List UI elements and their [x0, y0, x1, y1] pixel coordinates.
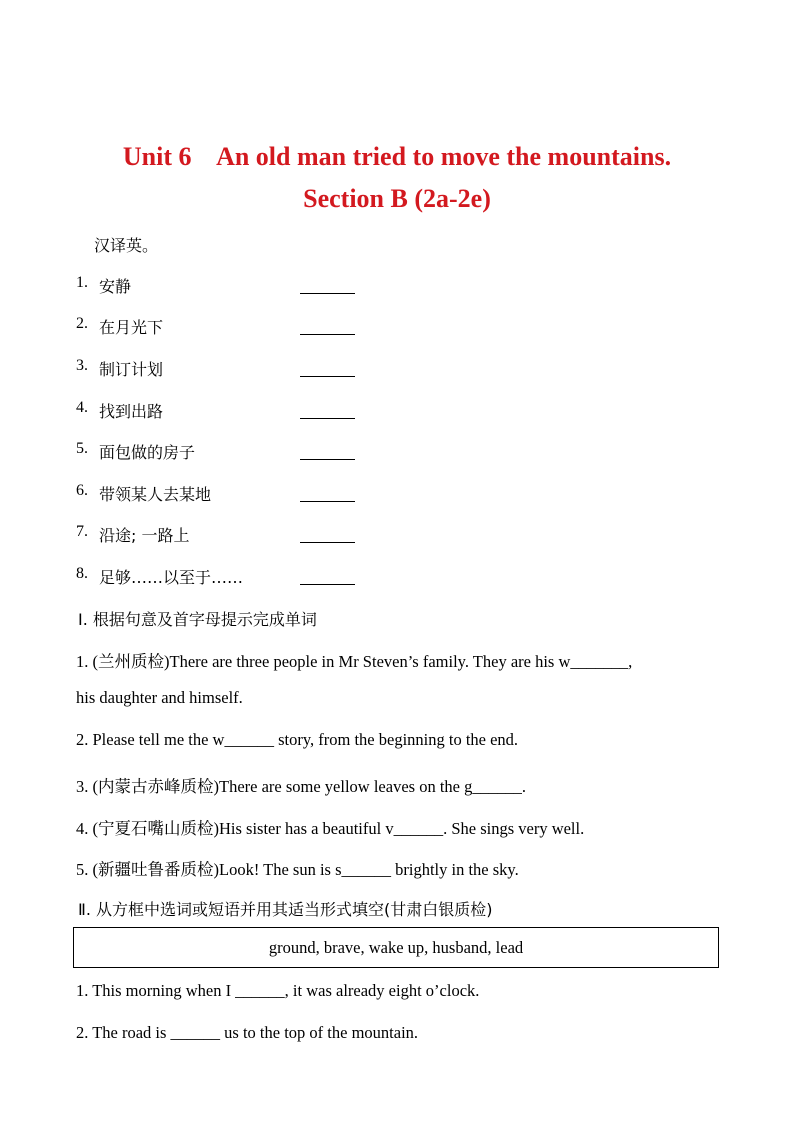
item-number: 8. [76, 565, 88, 582]
question-1-continued: his daughter and himself. [76, 688, 243, 707]
answer-blank[interactable] [300, 500, 355, 502]
item-number: 4. [76, 399, 88, 416]
item-term: 沿途; 一路上 [99, 526, 190, 545]
section-heading-1: Ⅰ. 根据句意及首字母提示完成单词 [78, 610, 317, 629]
item-number: 7. [76, 523, 88, 540]
item-term: 足够……以至于…… [99, 568, 244, 587]
list-item [0, 399, 794, 421]
item-number: 6. [76, 482, 88, 499]
list-item [0, 315, 794, 337]
question-4: 4. (宁夏石嘴山质检)His sister has a beautiful v______. She sings very well. [76, 819, 585, 838]
answer-blank[interactable] [300, 375, 355, 377]
item-number: 5. [76, 440, 88, 457]
list-item [0, 274, 794, 296]
list-item [0, 482, 794, 504]
answer-blank[interactable] [300, 458, 355, 460]
vocab-instruction: 汉译英。 [94, 236, 159, 255]
question-1: 1. (兰州质检)There are three people in Mr Steven’s family. They are his w_______, [76, 652, 633, 671]
answer-blank[interactable] [300, 417, 355, 419]
item-term: 面包做的房子 [99, 443, 196, 462]
item-term: 找到出路 [99, 402, 164, 421]
item-term: 带领某人去某地 [99, 485, 212, 504]
item-term: 安静 [99, 277, 132, 296]
list-item [0, 357, 794, 379]
question-2: 2. Please tell me the w______ story, from the beginning to the end. [76, 730, 519, 749]
list-item [0, 523, 794, 545]
question-3: 3. (内蒙古赤峰质检)There are some yellow leaves on the g______. [76, 777, 526, 796]
page-title: Unit 6 An old man tried to move the mountains. [122, 142, 672, 171]
item-number: 1. [76, 274, 88, 291]
answer-blank[interactable] [300, 583, 355, 585]
word-box: ground, brave, wake up, husband, lead [73, 927, 719, 968]
item-number: 2. [76, 315, 88, 332]
section-heading-2: Ⅱ. 从方框中选词或短语并用其适当形式填空(甘肃白银质检) [78, 900, 493, 919]
question-5: 5. (新疆吐鲁番质检)Look! The sun is s______ brightly in the sky. [76, 860, 519, 879]
answer-blank[interactable] [300, 541, 355, 543]
list-item [0, 440, 794, 462]
item-term: 在月光下 [99, 318, 164, 337]
answer-blank[interactable] [300, 333, 355, 335]
answer-blank[interactable] [300, 292, 355, 294]
fill-question-1: 1. This morning when I ______, it was already eight o’clock. [76, 981, 480, 1000]
page-subtitle: Section B (2a-2e) [303, 184, 491, 213]
list-item [0, 565, 794, 587]
item-number: 3. [76, 357, 88, 374]
fill-question-2: 2. The road is ______ us to the top of the mountain. [76, 1023, 419, 1042]
item-term: 制订计划 [99, 360, 164, 379]
